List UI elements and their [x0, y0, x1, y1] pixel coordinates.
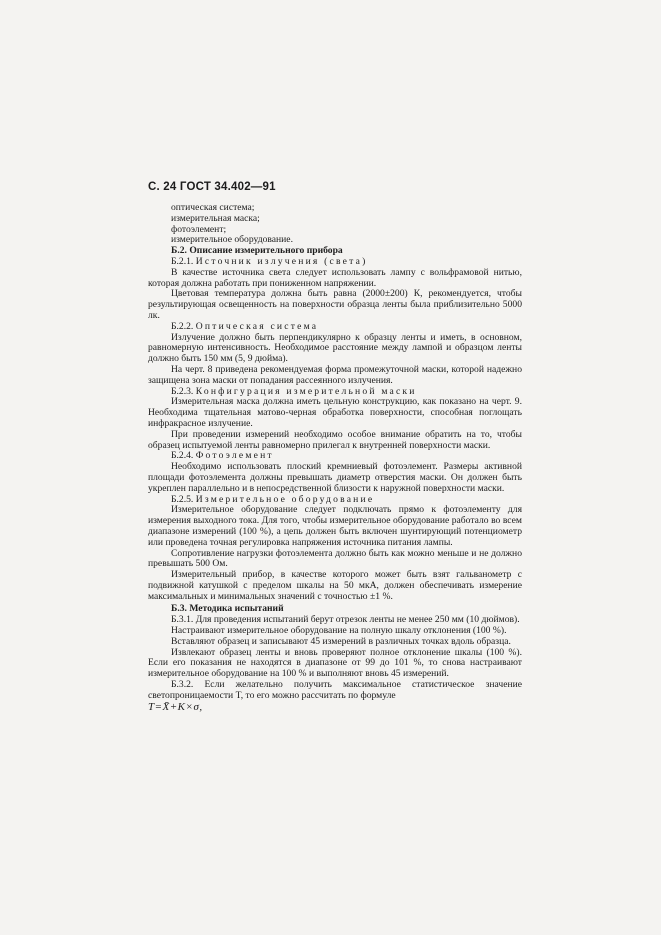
paragraph: Б.3.2. Если желательно получить максимальное статистическое значение светопроницаемости T, то его можно рассчитать по формуле: [148, 679, 522, 701]
paragraph: На черт. 8 приведена рекомендуемая форма промежуточной маски, которой надежно защищена зона маски от попадания рассеянного излучения.: [148, 363, 522, 386]
subsection-title: Конфигурация измерительной маски: [195, 385, 417, 397]
subsection-title: Измерительное оборудование: [195, 493, 375, 505]
list-item: оптическая система;: [171, 202, 255, 213]
paragraph: Извлекают образец ленты и вновь проверяют полное отклонение шкалы (100 %). Если его показания не находятся в диапазоне от 99 до 101 %, то снова настраивают измерительное оборудование на 100 % и выполняют вновь 45 измерений.: [148, 646, 522, 680]
subsection-number: Б.2.4.: [171, 450, 194, 462]
paragraph: Вставляют образец и записывают 45 измерений в различных точках вдоль образца.: [171, 635, 511, 647]
subsection-title: Фотоэлемент: [195, 450, 274, 462]
paragraph: Сопротивление нагрузки фотоэлемента должно быть как можно меньше и не должно превышать 500 Ом.: [148, 547, 522, 570]
subsection-number: Б.2.2.: [171, 320, 194, 332]
list-item: измерительное оборудование.: [171, 234, 293, 246]
paragraph: Б.3.1. Для проведения испытаний берут отрезок ленты не менее 250 мм (10 дюймов).: [171, 614, 520, 626]
paragraph: Цветовая температура должна быть равна (2000±200) К, рекомендуется, чтобы результирующая освещенность на поверхности образца ленты была приблизительно 5000 лк.: [148, 288, 522, 321]
paragraph: Необходимо использовать плоский кремниевый фотоэлемент. Размеры активной площади фотоэлемента должны превышать диаметр отверстия маски. Он должен быть укреплен параллельно и в непосредственной близости к наружной поверхности маски.: [148, 461, 522, 494]
subsection-title: Оптическая система: [195, 320, 319, 332]
section-title: Методика испытаний: [189, 603, 284, 615]
list-item: фотоэлемент;: [171, 223, 227, 235]
subsection-title: Источник излучения (света): [195, 255, 368, 267]
subsection-number: Б.2.1.: [171, 255, 194, 267]
subsection-number: Б.2.3.: [171, 385, 194, 397]
page-header: С. 24 ГОСТ 34.402—91: [148, 181, 276, 193]
subsection-heading-b22: [148, 322, 522, 333]
paragraph: При проведении измерений необходимо особое внимание обратить на то, чтобы образец испытуемой ленты равномерно прилегал к внутренней поверхности маски.: [148, 428, 522, 451]
section-title: Описание измерительного прибора: [189, 245, 343, 257]
section-number: Б.2.: [171, 245, 187, 257]
paragraph: Излучение должно быть перпендикулярно к образцу ленты и иметь, в основном, равномерную интенсивность. Необходимое расстояние между лампой и образцом ленты должно быть 150 мм (5, 9 дюйма).: [148, 331, 522, 365]
section-number: Б.3.: [171, 603, 187, 615]
paragraph: В качестве источника света следует использовать лампу с вольфрамовой нитью, которая должна работать при пониженном напряжении.: [148, 266, 522, 289]
paragraph: Измерительный прибор, в качестве которого может быть взят гальванометр с подвижной катушкой с пределом шкалы на 50 мкА, должен обеспечивать измерение максимальных и минимальных значений с точностью ±1 %.: [148, 569, 522, 602]
paragraph: Настраивают измерительное оборудование на полную шкалу отклонения (100 %).: [171, 625, 507, 637]
document-body: [148, 203, 522, 712]
paragraph: Измерительная маска должна иметь цельную конструкцию, как показано на черт. 9. Необходима тщательная матово-черная обработка поверхности, способная поглощать инфракрасное излучение.: [148, 396, 522, 429]
paragraph: Измерительное оборудование следует подключать прямо к фотоэлементу для измерения выходного тока. Для того, чтобы измерительное оборудование работало во всем диапазоне измерений (100 %), а цепь должен быть включен шунтирующий потенциометр или проведена точная регулировка напряжения источника питания лампы.: [148, 504, 522, 548]
list-item: измерительная маска;: [171, 212, 260, 224]
subsection-number: Б.2.5.: [171, 493, 194, 505]
formula: T=X̄+K×σ,: [148, 700, 203, 713]
